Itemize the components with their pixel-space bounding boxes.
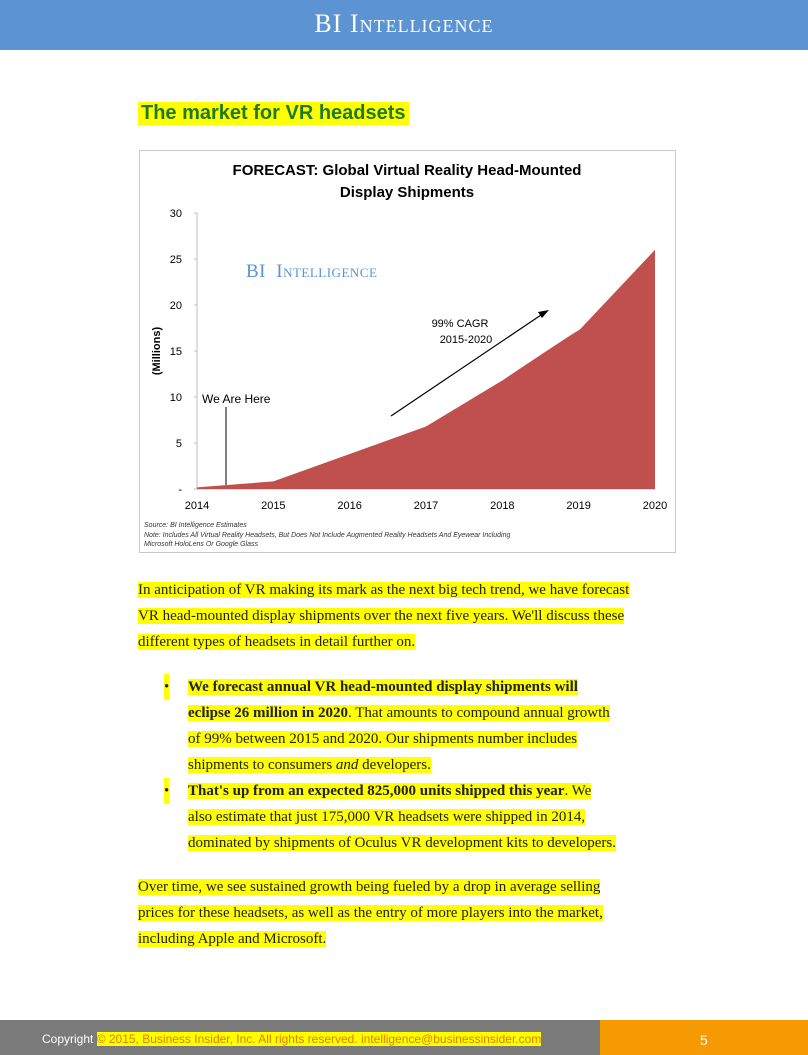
section-title: The market for VR headsets — [138, 102, 409, 125]
bullet1-line3: of 99% between 2015 and 2020. Our shipments number includes — [188, 731, 578, 747]
y-tick-label: - — [178, 484, 182, 496]
x-tick-label: 2018 — [490, 500, 515, 512]
chart-title-line1: FORECAST: Global Virtual Reality Head-Mounted — [232, 162, 582, 179]
closing-line1: Over time, we see sustained growth being fueled by a drop in average selling — [138, 879, 601, 895]
x-tick-label: 2019 — [566, 500, 591, 512]
bullet1-bold-line2: eclipse 26 million in 2020 — [188, 705, 349, 721]
watermark-bi: BI — [246, 261, 266, 282]
bullet2-rest-line1: . We — [564, 783, 592, 799]
chart-note-line1: Note: Includes All Virtual Reality Headsets, But Does Not Include Augmented Reality Headsets And Eyewear Including — [144, 531, 511, 539]
bullet2-bold: That's up from an expected 825,000 units shipped this year — [188, 783, 565, 799]
x-tick-label: 2016 — [337, 500, 362, 512]
intro-line2: VR head-mounted display shipments over the next five years. We'll discuss these — [138, 608, 625, 624]
cagr-arrowhead — [538, 310, 549, 318]
annotation-cagr-line1: 99% CAGR — [431, 318, 489, 330]
chart-watermark — [246, 261, 377, 282]
bullet1-rest-line2: . That amounts to compound annual growth — [348, 705, 610, 721]
annotation-we-are-here: We Are Here — [202, 392, 271, 406]
bullet1-bold-line1: We forecast annual VR head-mounted display shipments will — [188, 679, 578, 695]
y-tick-label: 30 — [169, 208, 182, 220]
intro-paragraph — [138, 577, 698, 655]
forecast-chart — [139, 150, 676, 553]
copyright-word: Copyright — [42, 1032, 94, 1046]
footer-copyright — [42, 1032, 541, 1046]
x-tick-label: 2014 — [184, 500, 210, 512]
chart-svg — [140, 151, 675, 552]
y-tick-label: 25 — [169, 254, 182, 266]
x-tick-label: 2017 — [413, 500, 439, 512]
bullet-text-1 — [188, 674, 698, 778]
y-tick-label: 15 — [169, 346, 182, 358]
bullet-text-2 — [188, 778, 698, 856]
brand-logo — [0, 9, 808, 39]
chart-ylabel: (Millions) — [151, 326, 163, 376]
x-tick-label: 2020 — [642, 500, 668, 512]
brand-bi: BI — [314, 9, 343, 38]
bullet1-line4-em: and — [335, 757, 359, 773]
chart-title-line2: Display Shipments — [339, 184, 475, 201]
bullet-dot-1: • — [164, 674, 169, 700]
shipments-area-series — [197, 250, 655, 489]
bullet2-line2: also estimate that just 175,000 VR headsets were shipped in 2014, — [188, 809, 586, 825]
copyright-text: © 2015, Business Insider, Inc. All rights reserved. intelligence@businessinsider.com — [96, 1032, 542, 1046]
chart-source-notes — [144, 521, 510, 550]
chart-note-line2: Microsoft HoloLens Or Google Glass — [144, 541, 258, 548]
annotation-cagr-line2: 2015-2020 — [439, 334, 493, 346]
bullet-dot-2: • — [164, 778, 169, 804]
bullet1-line4-b: developers. — [358, 757, 431, 773]
y-tick-label: 5 — [175, 438, 182, 450]
bullet1-line4-a: shipments to consumers — [188, 757, 336, 773]
watermark-name: Intelligence — [276, 261, 378, 282]
intro-line3: different types of headsets in detail further on. — [138, 634, 416, 650]
closing-line3: including Apple and Microsoft. — [138, 931, 327, 947]
y-tick-label: 10 — [169, 392, 182, 404]
intro-line1: In anticipation of VR making its mark as the next big tech trend, we have forecast — [138, 582, 630, 598]
closing-paragraph — [138, 874, 698, 952]
x-tick-label: 2015 — [261, 500, 286, 512]
bullet2-line3: dominated by shipments of Oculus VR development kits to developers. — [188, 835, 616, 851]
page-number: 5 — [700, 1032, 708, 1048]
closing-line2: prices for these headsets, as well as the entry of more players into the market, — [138, 905, 603, 921]
brand-name: Intelligence — [349, 9, 494, 38]
y-tick-label: 20 — [169, 300, 182, 312]
chart-source: Source: BI Intelligence Estimates — [144, 522, 247, 529]
